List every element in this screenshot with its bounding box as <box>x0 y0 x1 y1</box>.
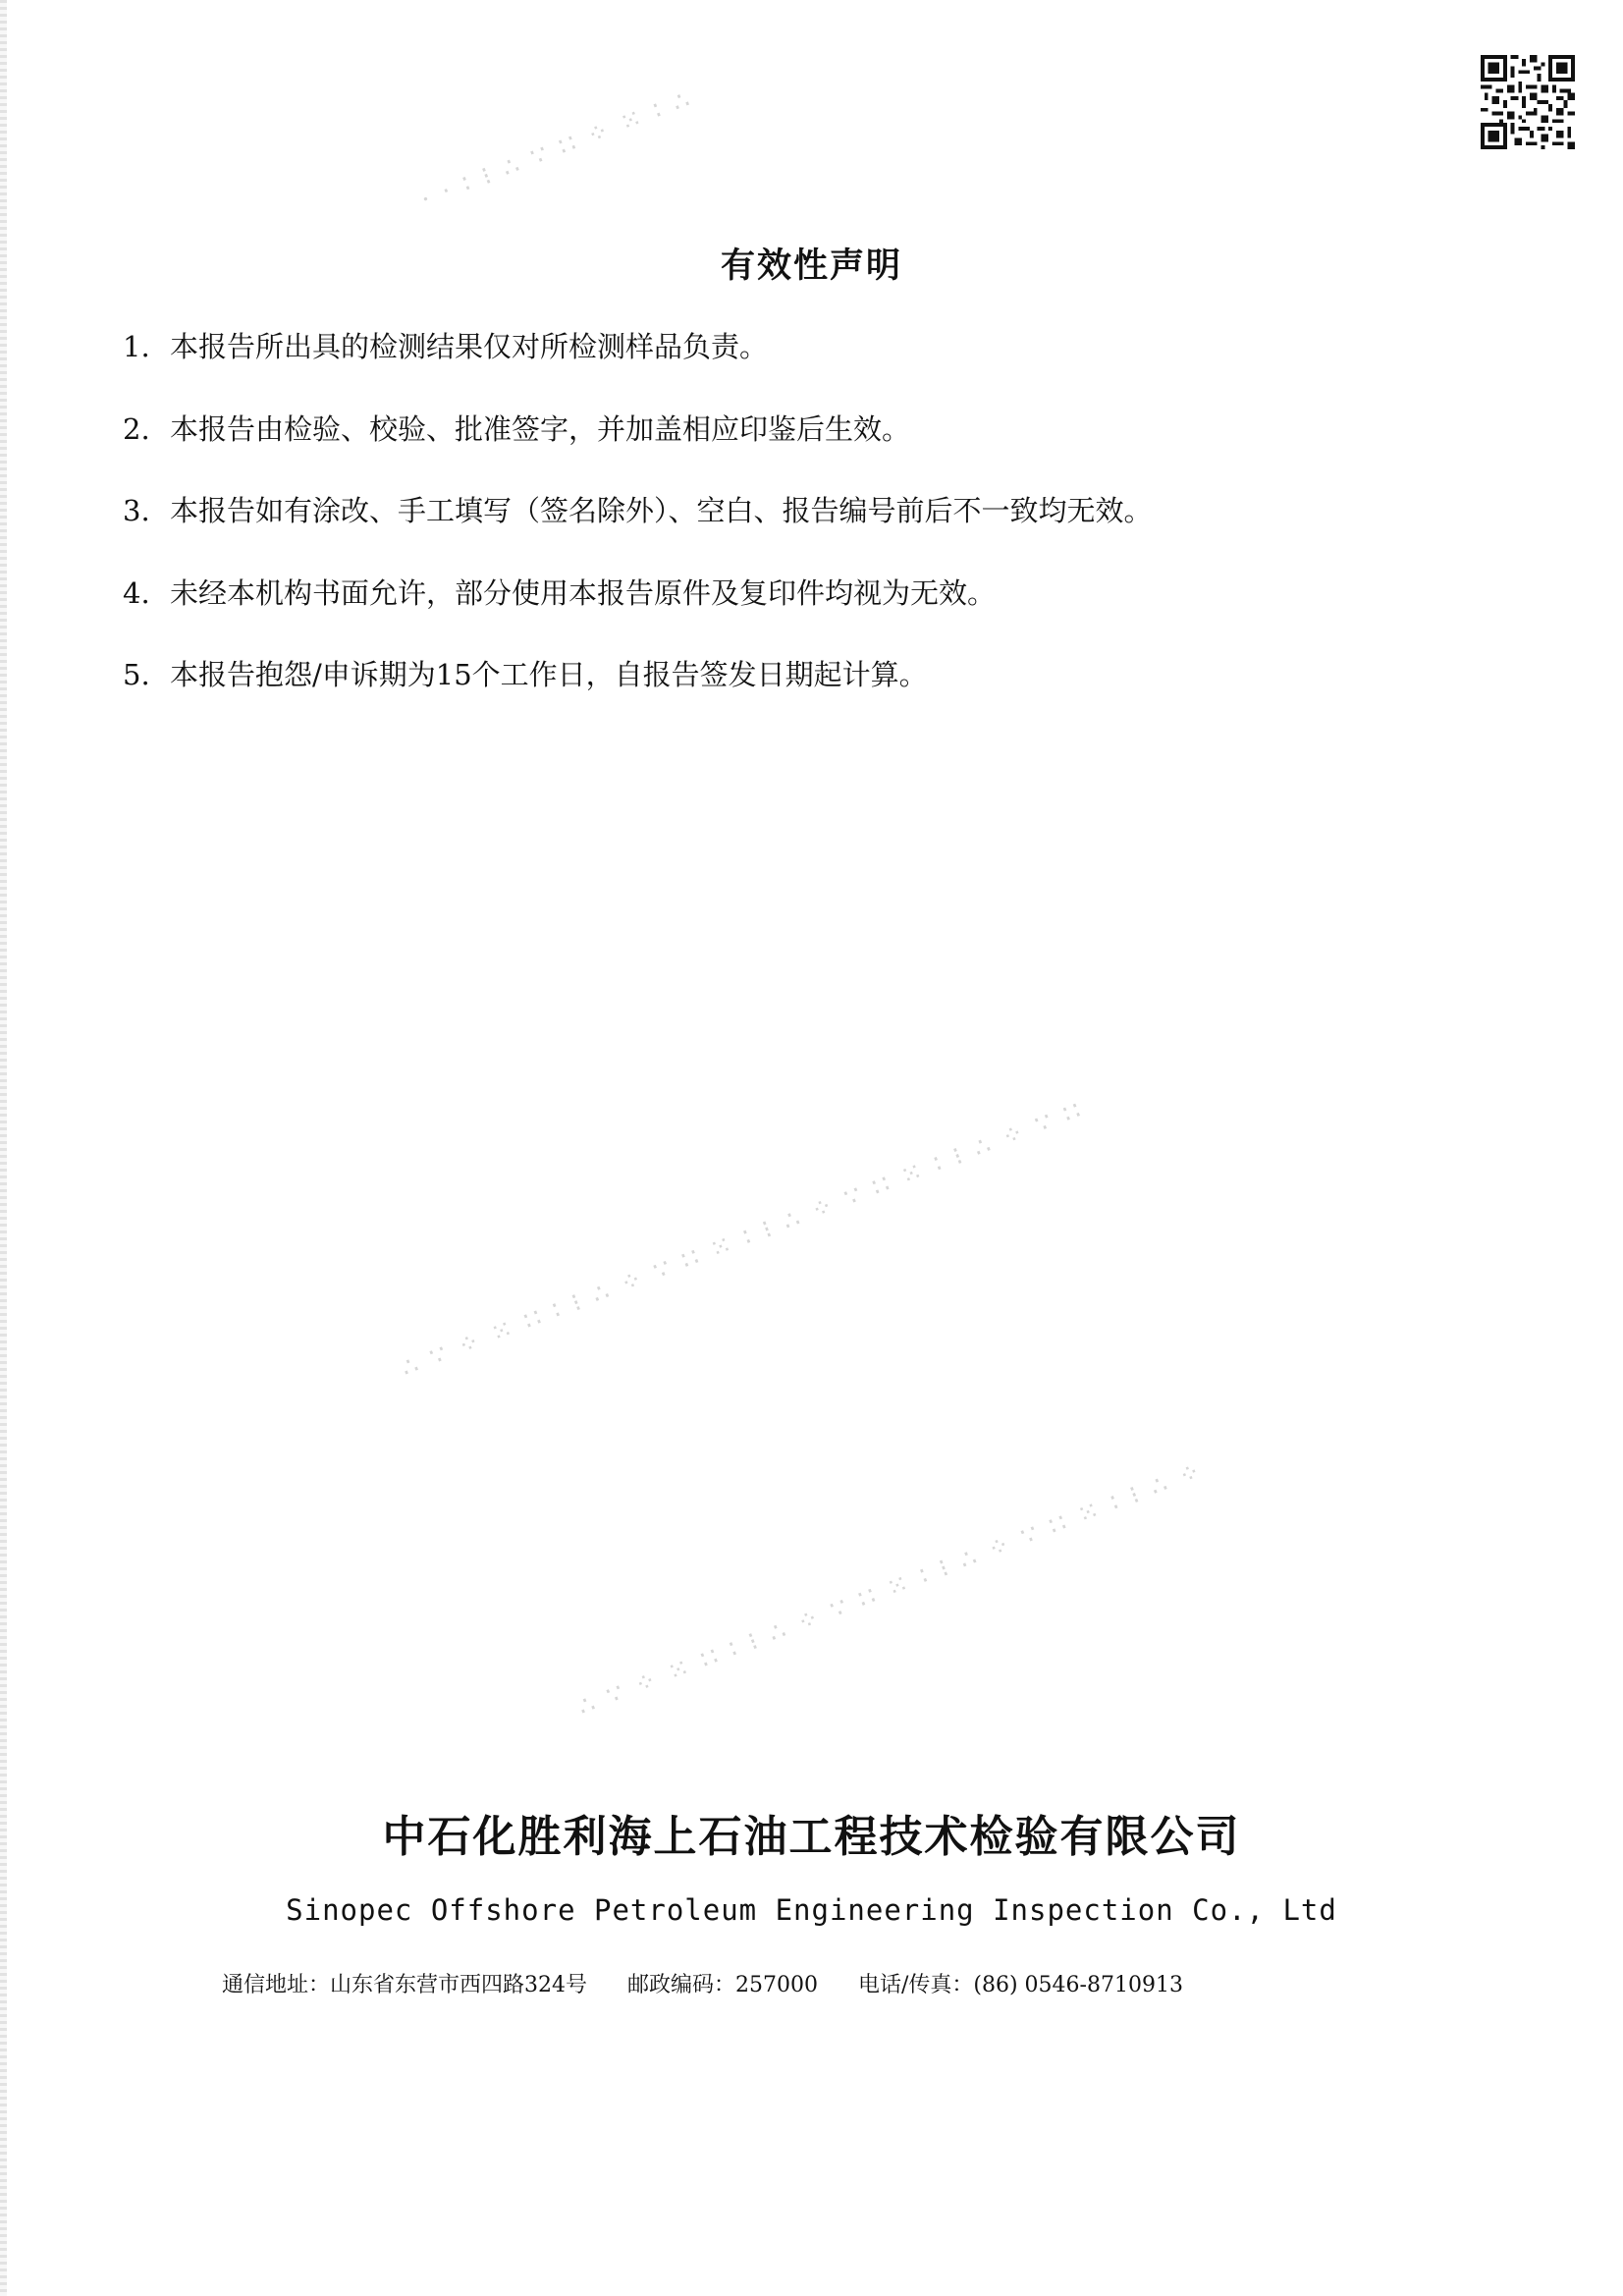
contact-postcode: 邮政编码：257000 <box>627 1973 818 1997</box>
validity-clause-list <box>123 327 1497 738</box>
contact-phone: 电话/传真：(86) 0546-8710913 <box>857 1973 1183 1997</box>
company-name-chinese: 中石化胜利海上石油工程技术检验有限公司 <box>382 1812 1241 1862</box>
clause-number: 1. <box>123 330 150 363</box>
clause-text: 本报告如有涂改、手工填写（签名除外）、空白、报告编号前后不一致均无效。 <box>170 494 1153 527</box>
clause-text: 本报告由检验、校验、批准签字，并加盖相应印鉴后生效。 <box>170 411 911 446</box>
clause-item <box>123 491 1497 574</box>
contact-line <box>222 1968 1217 1998</box>
clause-item <box>123 655 1497 738</box>
scan-edge <box>0 0 7 2296</box>
clause-number: 4. <box>123 575 150 610</box>
qr-code-icon <box>1481 55 1575 149</box>
clause-number: 5. <box>123 658 150 691</box>
watermark-stamp: ∴ ∵ ⁘ ⁙ ∷ ∶ ⁝ ∴ ⁘ ∵ ∷ ⁙ ∶ ⁝ ∴ ⁘ ∵ ∷ ⁙ ∶ ⁝ ∴ ⁘ ∵ ∷ <box>397 1095 1088 1385</box>
clause-text: 本报告所出具的检测结果仅对所检测样品负责。 <box>170 330 769 363</box>
clause-text: 本报告抱怨/申诉期为15个工作日，自报告签发日期起计算。 <box>170 658 928 691</box>
watermark-stamp: · ‧ ∶ ⁝ ∴ ∵ ∷ ⁘ ⁙ ∶ ∴ <box>416 83 697 216</box>
clause-text: 未经本机构书面允许，部分使用本报告原件及复印件均视为无效。 <box>170 575 997 610</box>
clause-item <box>123 410 1497 492</box>
watermark-stamp: ∴ ∵ ⁘ ⁙ ∷ ∶ ⁝ ∴ ⁘ ∵ ∷ ⁙ ∶ ⁝ ∴ ⁘ ∵ ∷ ⁙ ∶ ⁝ ∴ ⁘ <box>573 1455 1209 1723</box>
company-name-english: Sinopec Offshore Petroleum Engineering Inspection Co., Ltd <box>286 1893 1337 1927</box>
contact-address: 通信地址：山东省东营市西四路324号 <box>222 1973 587 1997</box>
clause-number: 2. <box>123 411 150 446</box>
page-title: 有效性声明 <box>720 246 902 287</box>
clause-item <box>123 327 1497 410</box>
clause-number: 3. <box>123 494 150 527</box>
clause-item <box>123 574 1497 656</box>
